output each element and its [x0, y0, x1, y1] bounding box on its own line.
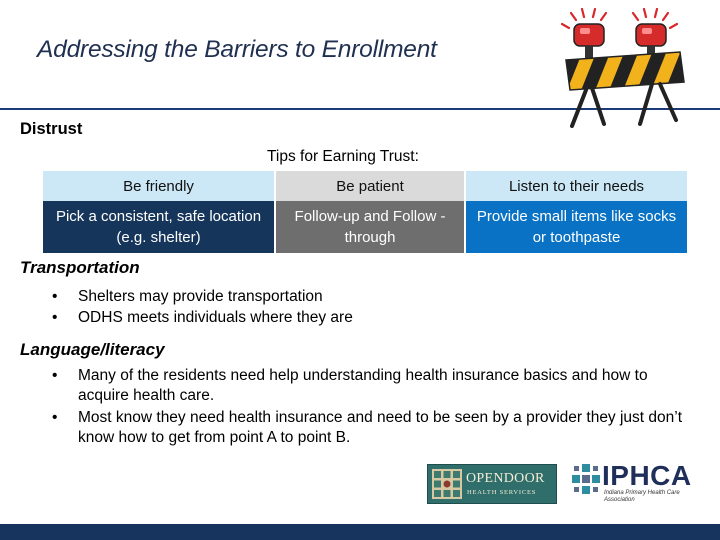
slide-title: Addressing the Barriers to Enrollment [37, 36, 437, 63]
opendoor-sub: HEALTH SERVICES [467, 489, 537, 496]
language-heading: Language/literacy [20, 340, 165, 359]
road-barrier-warning-lights-icon [560, 8, 710, 130]
table-cell: Be patient [276, 171, 464, 201]
transportation-list [52, 286, 672, 328]
language-list [52, 366, 688, 448]
distrust-heading: Distrust [20, 120, 83, 138]
table-cell: Be friendly [43, 171, 274, 201]
transportation-heading: Transportation [20, 258, 140, 277]
table-cell: Provide small items like socks or toothpaste [466, 201, 687, 253]
list-item: • Shelters may provide transportation [52, 288, 323, 305]
list-item: • Most know they need health insurance and need to be seen by a provider they just don’t know how to get from point A to point B. [52, 409, 683, 446]
iphca-name: IPHCA [602, 460, 692, 491]
opendoor-name: OPENDOOR [466, 471, 545, 486]
footer-bar [0, 524, 720, 540]
table-cell: Pick a consistent, safe location (e.g. shelter) [43, 201, 274, 253]
tips-title: Tips for Earning Trust: [267, 148, 419, 165]
table-cell: Listen to their needs [466, 171, 687, 201]
table-cell: Follow-up and Follow -through [276, 201, 464, 253]
iphca-logo [572, 462, 700, 506]
quilt-door-icon [432, 469, 462, 499]
list-item: • Many of the residents need help understanding health insurance basics and how to acquire health care. [52, 367, 648, 404]
iphca-sub-line1: Indiana Primary Health Care [604, 490, 680, 496]
iphca-sub-line2: Association [604, 497, 635, 503]
cross-pattern-icon [572, 464, 600, 494]
list-item: • ODHS meets individuals where they are [52, 309, 353, 326]
tips-table [43, 171, 687, 255]
opendoor-logo [427, 464, 557, 504]
